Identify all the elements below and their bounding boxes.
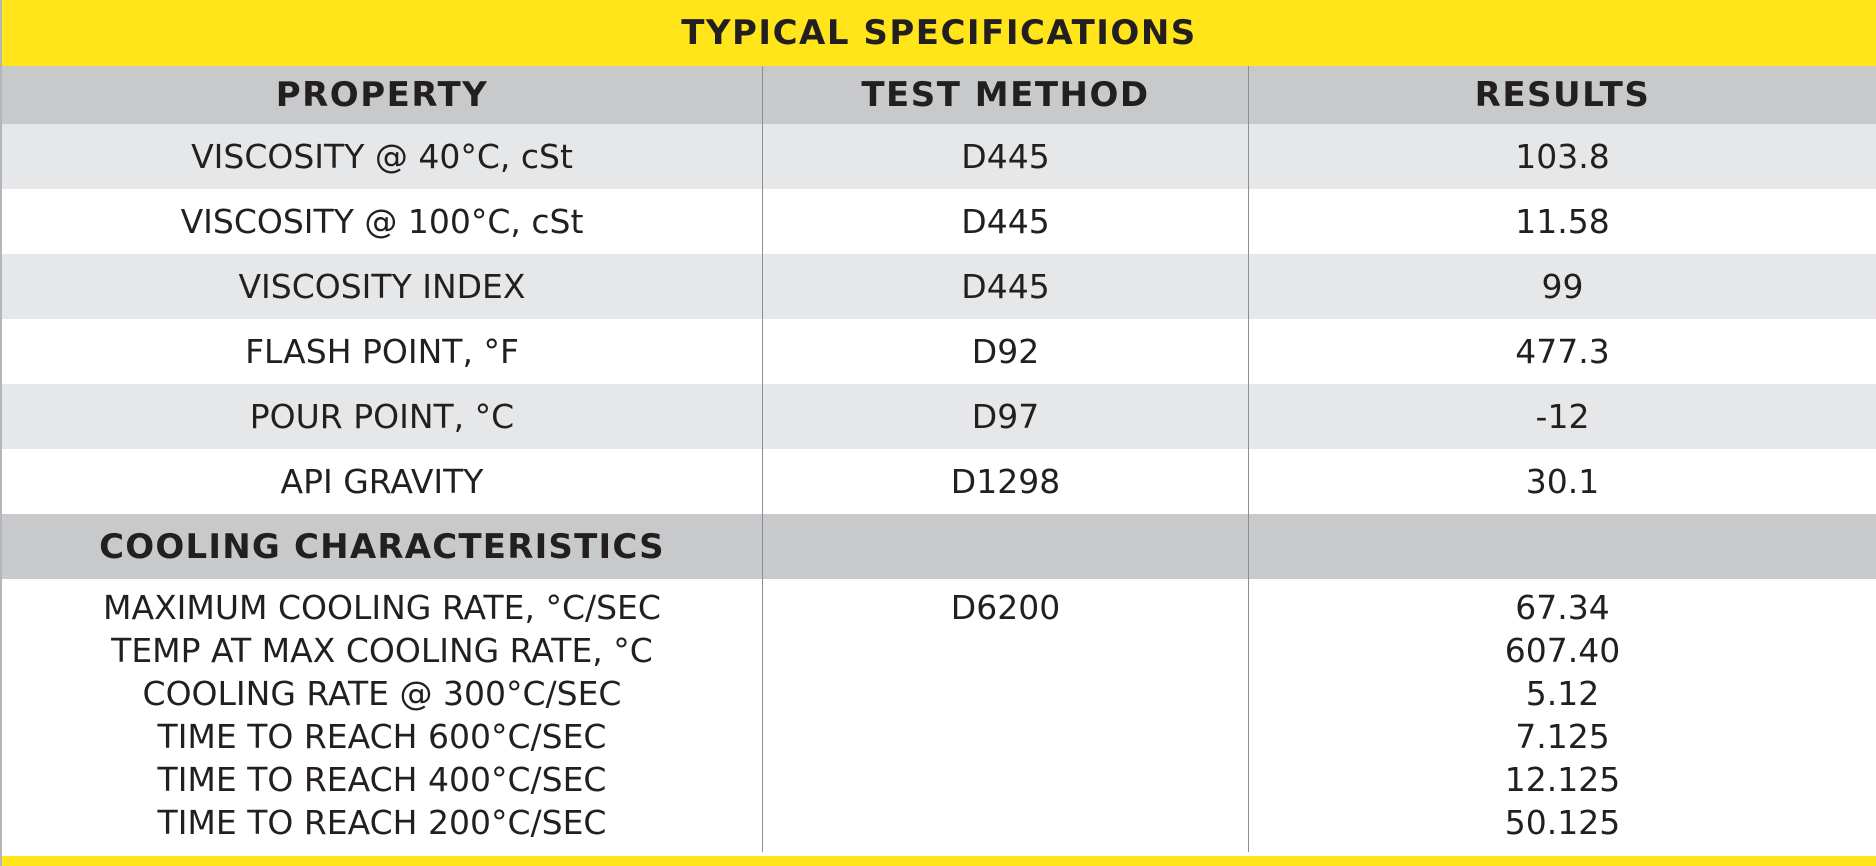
test-method-cell: D445: [762, 124, 1248, 189]
result-cell: 11.58: [1248, 189, 1876, 254]
property-cell: VISCOSITY @ 40°C, cSt: [191, 137, 573, 176]
property-cell: TIME TO REACH 200°C/SEC: [157, 803, 607, 842]
cooling-result-list: [1248, 579, 1876, 852]
table-title: TYPICAL SPECIFICATIONS: [2, 0, 1876, 66]
result-cell: 607.40: [1504, 631, 1621, 670]
test-method-cell: D6200: [950, 588, 1061, 627]
cooling-characteristics-row: [2, 579, 1876, 852]
property-cell: VISCOSITY @ 100°C, cSt: [180, 202, 584, 241]
result-cell: 103.8: [1248, 124, 1876, 189]
result-cell: 477.3: [1248, 319, 1876, 384]
test-method-cell: D445: [762, 189, 1248, 254]
property-cell: TEMP AT MAX COOLING RATE, °C: [111, 631, 653, 670]
result-cell: 30.1: [1248, 449, 1876, 514]
column-header-test-method: TEST METHOD: [762, 66, 1248, 124]
table-row: [2, 189, 1876, 254]
table-row: [2, 319, 1876, 384]
result-cell: 12.125: [1504, 760, 1621, 799]
cooling-method-cell: [762, 579, 1248, 852]
test-method-cell: D445: [762, 254, 1248, 319]
table-row: [2, 449, 1876, 514]
test-method-cell: D1298: [762, 449, 1248, 514]
bottom-accent-bar: [2, 856, 1876, 866]
property-cell: API GRAVITY: [280, 462, 484, 501]
result-cell: 50.125: [1504, 803, 1621, 842]
property-cell: MAXIMUM COOLING RATE, °C/SEC: [103, 588, 661, 627]
section-empty-cell: [762, 514, 1248, 579]
property-cell: FLASH POINT, °F: [245, 332, 519, 371]
column-header-row: [2, 66, 1876, 124]
section-header-row: [2, 514, 1876, 579]
property-cell: TIME TO REACH 400°C/SEC: [157, 760, 607, 799]
section-heading-cooling: COOLING CHARACTERISTICS: [99, 526, 665, 567]
table-row: [2, 384, 1876, 449]
table-row: [2, 254, 1876, 319]
column-header-property: PROPERTY: [275, 75, 489, 115]
result-cell: 99: [1248, 254, 1876, 319]
test-method-cell: D97: [762, 384, 1248, 449]
result-cell: 5.12: [1525, 674, 1600, 713]
result-cell: -12: [1248, 384, 1876, 449]
table-row: [2, 124, 1876, 189]
property-cell: COOLING RATE @ 300°C/SEC: [142, 674, 622, 713]
result-cell: 67.34: [1515, 588, 1610, 627]
cooling-property-list: [2, 579, 762, 852]
result-cell: 7.125: [1515, 717, 1610, 756]
property-cell: POUR POINT, °C: [249, 397, 515, 436]
section-empty-cell: [1248, 514, 1876, 579]
column-header-results: RESULTS: [1248, 66, 1876, 124]
test-method-cell: D92: [762, 319, 1248, 384]
property-cell: VISCOSITY INDEX: [238, 267, 526, 306]
property-cell: TIME TO REACH 600°C/SEC: [157, 717, 607, 756]
